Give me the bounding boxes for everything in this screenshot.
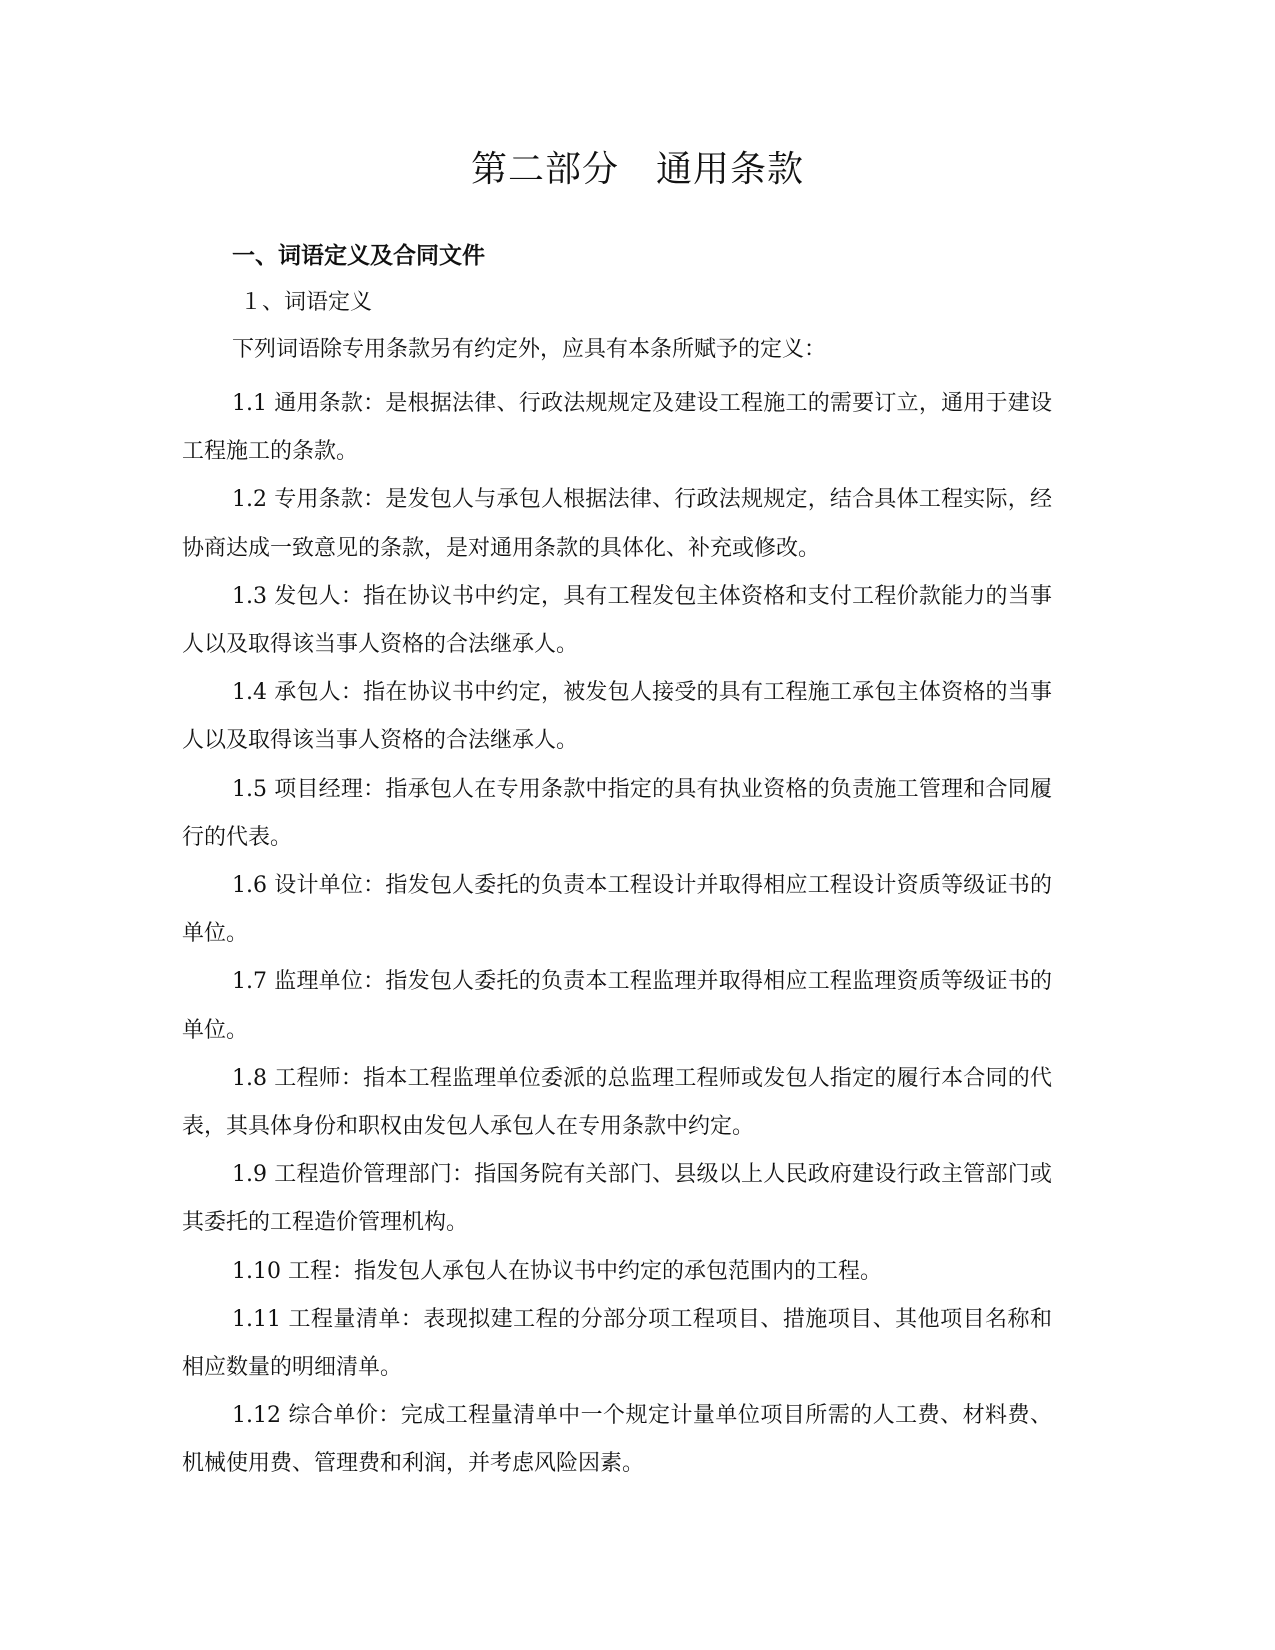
clause-1-2: 1.2 专用条款：是发包人与承包人根据法律、行政法规规定，结合具体工程实际，经协商达成一致意见的条款，是对通用条款的具体化、补充或修改。	[182, 487, 1052, 561]
clause-1-6: 1.6 设计单位：指发包人委托的负责本工程设计并取得相应工程设计资质等级证书的单位。	[182, 873, 1052, 947]
sub-heading: １、词语定义	[240, 290, 373, 315]
clause-1-9: 1.9 工程造价管理部门：指国务院有关部门、县级以上人民政府建设行政主管部门或其委托的工程造价管理机构。	[182, 1162, 1052, 1236]
clause-1-8: 1.8 工程师：指本工程监理单位委派的总监理工程师或发包人指定的履行本合同的代表，其具体身份和职权由发包人承包人在专用条款中约定。	[182, 1065, 1052, 1140]
clause-1-12: 1.12 综合单价：完成工程量清单中一个规定计量单位项目所需的人工费、材料费、机械使用费、管理费和利润，并考虑风险因素。	[182, 1403, 1052, 1477]
clause-1-3: 1.3 发包人：指在协议书中约定，具有工程发包主体资格和支付工程价款能力的当事人以及取得该当事人资格的合法继承人。	[182, 583, 1052, 658]
clause-list	[182, 380, 1052, 1489]
clause-1-1: 1.1 通用条款：是根据法律、行政法规规定及建设工程施工的需要订立，通用于建设工程施工的条款。	[182, 391, 1052, 465]
clause-1-7: 1.7 监理单位：指发包人委托的负责本工程监理并取得相应工程监理资质等级证书的单位。	[182, 969, 1052, 1043]
clause-1-11: 1.11 工程量清单：表现拟建工程的分部分项工程项目、措施项目、其他项目名称和相应数量的明细清单。	[182, 1306, 1052, 1381]
section-heading: 一、词语定义及合同文件	[232, 243, 485, 269]
clause-1-5: 1.5 项目经理：指承包人在专用条款中指定的具有执业资格的负责施工管理和合同履行的代表。	[182, 776, 1052, 850]
intro-paragraph: 下列词语除专用条款另有约定外，应具有本条所赋予的定义：	[232, 337, 827, 362]
page-title: 第二部分 通用条款	[470, 149, 804, 190]
clause-1-4: 1.4 承包人：指在协议书中约定，被发包人接受的具有工程施工承包主体资格的当事人以及取得该当事人资格的合法继承人。	[182, 680, 1052, 754]
clause-1-10: 1.10 工程：指发包人承包人在协议书中约定的承包范围内的工程。	[232, 1258, 882, 1284]
